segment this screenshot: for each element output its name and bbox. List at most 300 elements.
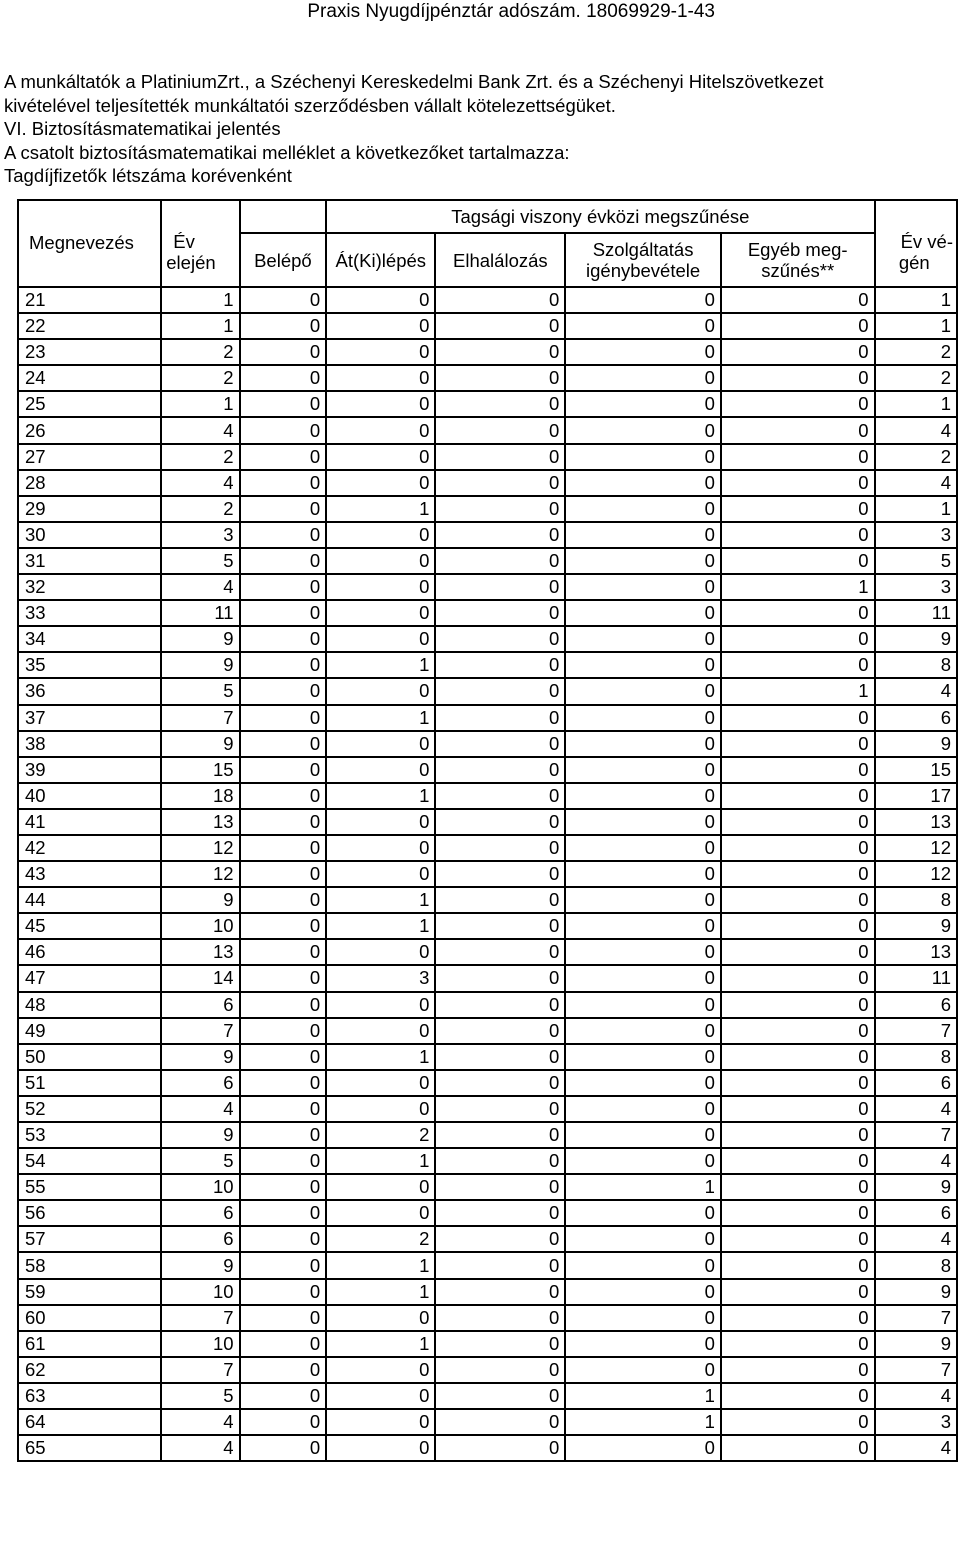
row-value-cell: 4 [875, 470, 958, 496]
row-value-cell: 14 [161, 965, 239, 991]
row-age-cell: 57 [18, 1226, 161, 1252]
table-row [18, 417, 957, 443]
row-value-cell: 0 [435, 783, 565, 809]
row-value-cell: 6 [161, 1070, 239, 1096]
row-value-cell: 10 [161, 913, 239, 939]
row-value-cell: 0 [326, 313, 435, 339]
row-value-cell: 0 [435, 1409, 565, 1435]
row-age-cell: 43 [18, 861, 161, 887]
row-value-cell: 3 [875, 1409, 958, 1435]
row-value-cell: 0 [435, 1122, 565, 1148]
row-age-cell: 37 [18, 705, 161, 731]
row-value-cell: 0 [565, 783, 721, 809]
row-value-cell: 0 [435, 887, 565, 913]
row-value-cell: 0 [721, 652, 875, 678]
table-row [18, 705, 957, 731]
row-value-cell: 0 [326, 809, 435, 835]
row-age-cell: 30 [18, 522, 161, 548]
row-value-cell: 0 [435, 835, 565, 861]
table-row [18, 522, 957, 548]
row-value-cell: 1 [326, 783, 435, 809]
row-value-cell: 0 [565, 391, 721, 417]
row-value-cell: 0 [721, 1435, 875, 1461]
table-row [18, 1331, 957, 1357]
row-value-cell: 4 [161, 417, 239, 443]
row-value-cell: 0 [240, 1357, 327, 1383]
row-age-cell: 64 [18, 1409, 161, 1435]
row-value-cell: 0 [435, 391, 565, 417]
row-value-cell: 1 [161, 287, 239, 313]
row-value-cell: 7 [875, 1018, 958, 1044]
row-value-cell: 0 [565, 939, 721, 965]
row-value-cell: 0 [721, 1383, 875, 1409]
table-row [18, 1096, 957, 1122]
row-value-cell: 0 [240, 1174, 327, 1200]
row-value-cell: 0 [435, 444, 565, 470]
row-value-cell: 15 [875, 757, 958, 783]
table-row [18, 1148, 957, 1174]
table-row [18, 444, 957, 470]
row-value-cell: 0 [435, 522, 565, 548]
row-age-cell: 23 [18, 339, 161, 365]
row-value-cell: 0 [326, 1070, 435, 1096]
row-value-cell: 0 [240, 548, 327, 574]
row-value-cell: 0 [240, 1044, 327, 1070]
row-value-cell: 11 [875, 965, 958, 991]
col-szolgaltatas-line2: igénybevétele [586, 260, 701, 281]
row-value-cell: 9 [161, 887, 239, 913]
row-value-cell: 10 [161, 1279, 239, 1305]
table-row [18, 470, 957, 496]
row-value-cell: 17 [875, 783, 958, 809]
row-value-cell: 0 [326, 626, 435, 652]
row-value-cell: 1 [326, 496, 435, 522]
row-value-cell: 0 [721, 913, 875, 939]
row-value-cell: 0 [565, 1279, 721, 1305]
row-value-cell: 0 [240, 1305, 327, 1331]
row-value-cell: 0 [565, 496, 721, 522]
table-row [18, 783, 957, 809]
page-header: Praxis Nyugdíjpénztár adószám. 18069929-1-43 [307, 1, 715, 22]
row-value-cell: 18 [161, 783, 239, 809]
row-value-cell: 0 [326, 1357, 435, 1383]
col-atkilepes: Át(Ki)lépés [326, 233, 435, 287]
col-ev-elejen-line2: elején [166, 252, 216, 273]
row-value-cell: 1 [326, 913, 435, 939]
row-value-cell: 0 [565, 287, 721, 313]
row-value-cell: 0 [326, 835, 435, 861]
col-egyeb [721, 233, 875, 287]
row-value-cell: 0 [240, 574, 327, 600]
row-value-cell: 0 [435, 600, 565, 626]
row-value-cell: 0 [721, 365, 875, 391]
row-value-cell: 0 [565, 1148, 721, 1174]
row-value-cell: 0 [565, 470, 721, 496]
row-value-cell: 0 [721, 313, 875, 339]
table-row [18, 992, 957, 1018]
row-value-cell: 0 [565, 313, 721, 339]
row-value-cell: 0 [721, 548, 875, 574]
row-value-cell: 0 [326, 1018, 435, 1044]
row-value-cell: 0 [240, 391, 327, 417]
table-row [18, 1044, 957, 1070]
row-value-cell: 5 [161, 1148, 239, 1174]
row-value-cell: 0 [435, 1148, 565, 1174]
row-age-cell: 61 [18, 1331, 161, 1357]
row-age-cell: 58 [18, 1252, 161, 1278]
row-value-cell: 0 [435, 1096, 565, 1122]
row-value-cell: 0 [565, 757, 721, 783]
row-age-cell: 35 [18, 652, 161, 678]
table-row [18, 939, 957, 965]
table-row [18, 287, 957, 313]
table-row [18, 809, 957, 835]
row-value-cell: 0 [326, 861, 435, 887]
table-row [18, 600, 957, 626]
table-row [18, 339, 957, 365]
table-row [18, 1252, 957, 1278]
row-value-cell: 0 [326, 600, 435, 626]
row-value-cell: 0 [435, 1357, 565, 1383]
row-age-cell: 25 [18, 391, 161, 417]
row-value-cell: 1 [565, 1174, 721, 1200]
col-ev-elejen [161, 200, 239, 287]
row-value-cell: 0 [240, 913, 327, 939]
row-value-cell: 0 [240, 939, 327, 965]
row-age-cell: 45 [18, 913, 161, 939]
row-value-cell: 0 [721, 391, 875, 417]
row-value-cell: 7 [161, 1357, 239, 1383]
row-age-cell: 31 [18, 548, 161, 574]
row-value-cell: 0 [721, 287, 875, 313]
row-value-cell: 3 [161, 522, 239, 548]
row-age-cell: 62 [18, 1357, 161, 1383]
row-value-cell: 1 [326, 1331, 435, 1357]
row-value-cell: 0 [565, 913, 721, 939]
row-age-cell: 63 [18, 1383, 161, 1409]
row-value-cell: 0 [240, 809, 327, 835]
row-value-cell: 0 [435, 470, 565, 496]
row-value-cell: 4 [875, 678, 958, 704]
row-value-cell: 1 [161, 391, 239, 417]
row-value-cell: 7 [875, 1305, 958, 1331]
membership-table [17, 199, 958, 1462]
row-value-cell: 9 [875, 1279, 958, 1305]
row-value-cell: 12 [875, 835, 958, 861]
row-value-cell: 0 [240, 496, 327, 522]
table-row [18, 1383, 957, 1409]
header-spacer [240, 200, 327, 233]
row-value-cell: 4 [161, 1096, 239, 1122]
row-value-cell: 0 [240, 1409, 327, 1435]
row-value-cell: 0 [240, 835, 327, 861]
row-value-cell: 9 [875, 731, 958, 757]
row-value-cell: 0 [435, 496, 565, 522]
table-row [18, 1200, 957, 1226]
row-value-cell: 0 [240, 1200, 327, 1226]
row-value-cell: 0 [435, 678, 565, 704]
row-value-cell: 0 [565, 339, 721, 365]
col-ev-elejen-line1: Év [173, 231, 195, 252]
row-value-cell: 0 [435, 313, 565, 339]
col-ev-vegen-line2: gén [898, 252, 930, 273]
row-value-cell: 7 [161, 1018, 239, 1044]
row-value-cell: 0 [565, 992, 721, 1018]
row-value-cell: 0 [326, 417, 435, 443]
row-value-cell: 0 [721, 1148, 875, 1174]
row-value-cell: 6 [875, 1200, 958, 1226]
row-value-cell: 0 [565, 1435, 721, 1461]
row-value-cell: 0 [240, 1070, 327, 1096]
col-megnevezes: Megnevezés [18, 200, 161, 287]
row-value-cell: 0 [326, 1383, 435, 1409]
row-value-cell: 8 [875, 1252, 958, 1278]
table-row [18, 913, 957, 939]
row-value-cell: 0 [721, 339, 875, 365]
row-value-cell: 6 [875, 1070, 958, 1096]
row-value-cell: 0 [435, 287, 565, 313]
row-value-cell: 0 [240, 1279, 327, 1305]
row-value-cell: 0 [721, 1252, 875, 1278]
row-value-cell: 0 [240, 1252, 327, 1278]
row-value-cell: 0 [721, 417, 875, 443]
group-header: Tagsági viszony évközi megszűnése [326, 200, 874, 233]
row-age-cell: 41 [18, 809, 161, 835]
table-row [18, 313, 957, 339]
row-value-cell: 3 [875, 522, 958, 548]
row-value-cell: 9 [875, 1174, 958, 1200]
row-value-cell: 6 [161, 1200, 239, 1226]
row-value-cell: 1 [326, 1279, 435, 1305]
row-value-cell: 0 [565, 365, 721, 391]
row-value-cell: 0 [721, 887, 875, 913]
row-value-cell: 2 [875, 339, 958, 365]
row-value-cell: 0 [326, 678, 435, 704]
row-value-cell: 0 [721, 939, 875, 965]
row-value-cell: 4 [875, 1148, 958, 1174]
row-value-cell: 0 [565, 1252, 721, 1278]
row-value-cell: 13 [161, 939, 239, 965]
row-age-cell: 52 [18, 1096, 161, 1122]
row-value-cell: 0 [565, 809, 721, 835]
row-value-cell: 2 [161, 496, 239, 522]
row-value-cell: 0 [435, 417, 565, 443]
row-value-cell: 0 [721, 1070, 875, 1096]
row-value-cell: 0 [240, 705, 327, 731]
col-belepo: Belépő [240, 233, 327, 287]
row-value-cell: 0 [435, 965, 565, 991]
row-value-cell: 0 [565, 1305, 721, 1331]
row-value-cell: 0 [565, 1226, 721, 1252]
row-value-cell: 1 [326, 1044, 435, 1070]
row-value-cell: 6 [875, 705, 958, 731]
row-value-cell: 11 [875, 600, 958, 626]
row-age-cell: 46 [18, 939, 161, 965]
row-age-cell: 47 [18, 965, 161, 991]
row-value-cell: 0 [240, 444, 327, 470]
row-value-cell: 0 [435, 705, 565, 731]
row-value-cell: 0 [240, 1018, 327, 1044]
row-value-cell: 0 [240, 731, 327, 757]
row-value-cell: 1 [875, 496, 958, 522]
row-value-cell: 5 [161, 678, 239, 704]
row-value-cell: 0 [435, 1200, 565, 1226]
row-age-cell: 28 [18, 470, 161, 496]
row-value-cell: 0 [240, 313, 327, 339]
row-value-cell: 1 [875, 287, 958, 313]
row-value-cell: 0 [326, 1305, 435, 1331]
row-age-cell: 60 [18, 1305, 161, 1331]
row-value-cell: 4 [161, 470, 239, 496]
row-age-cell: 21 [18, 287, 161, 313]
row-value-cell: 0 [240, 522, 327, 548]
row-value-cell: 0 [326, 939, 435, 965]
row-value-cell: 0 [435, 1279, 565, 1305]
row-value-cell: 0 [435, 1226, 565, 1252]
row-value-cell: 0 [326, 391, 435, 417]
row-age-cell: 42 [18, 835, 161, 861]
row-value-cell: 0 [435, 861, 565, 887]
row-value-cell: 0 [326, 444, 435, 470]
intro-line: A munkáltatók a PlatiniumZrt., a Széchenyi Kereskedelmi Bank Zrt. és a Széchenyi Hitelszövetkezet [4, 71, 824, 92]
row-age-cell: 59 [18, 1279, 161, 1305]
row-value-cell: 0 [435, 939, 565, 965]
row-age-cell: 40 [18, 783, 161, 809]
row-age-cell: 44 [18, 887, 161, 913]
row-value-cell: 2 [875, 444, 958, 470]
row-value-cell: 4 [161, 574, 239, 600]
row-value-cell: 7 [875, 1122, 958, 1148]
row-value-cell: 0 [721, 705, 875, 731]
row-value-cell: 0 [435, 1174, 565, 1200]
row-value-cell: 0 [435, 1383, 565, 1409]
row-value-cell: 0 [565, 652, 721, 678]
row-value-cell: 0 [721, 444, 875, 470]
row-value-cell: 0 [565, 1018, 721, 1044]
row-value-cell: 0 [240, 470, 327, 496]
row-value-cell: 2 [875, 365, 958, 391]
row-value-cell: 0 [435, 1070, 565, 1096]
row-value-cell: 0 [721, 757, 875, 783]
intro-text [4, 70, 956, 188]
row-value-cell: 0 [721, 992, 875, 1018]
col-ev-vegen [875, 200, 958, 287]
row-value-cell: 0 [240, 626, 327, 652]
row-value-cell: 0 [240, 757, 327, 783]
row-age-cell: 22 [18, 313, 161, 339]
row-value-cell: 9 [875, 626, 958, 652]
row-value-cell: 0 [240, 678, 327, 704]
row-value-cell: 0 [565, 1331, 721, 1357]
row-value-cell: 1 [565, 1383, 721, 1409]
row-value-cell: 6 [875, 992, 958, 1018]
row-value-cell: 0 [240, 887, 327, 913]
table-row [18, 887, 957, 913]
row-age-cell: 33 [18, 600, 161, 626]
table-row [18, 1357, 957, 1383]
row-value-cell: 0 [240, 339, 327, 365]
row-value-cell: 1 [875, 391, 958, 417]
col-szolgaltatas-line1: Szolgáltatás [592, 239, 694, 260]
row-value-cell: 13 [875, 809, 958, 835]
row-value-cell: 0 [565, 444, 721, 470]
row-age-cell: 39 [18, 757, 161, 783]
row-value-cell: 0 [326, 522, 435, 548]
row-value-cell: 0 [721, 1044, 875, 1070]
row-value-cell: 9 [161, 1044, 239, 1070]
row-value-cell: 6 [161, 1226, 239, 1252]
row-value-cell: 0 [240, 1122, 327, 1148]
row-value-cell: 0 [435, 992, 565, 1018]
row-value-cell: 0 [435, 1018, 565, 1044]
row-value-cell: 0 [240, 287, 327, 313]
row-value-cell: 0 [435, 339, 565, 365]
table-row [18, 1279, 957, 1305]
row-value-cell: 0 [240, 1435, 327, 1461]
col-egyeb-line1: Egyéb meg- [747, 239, 848, 260]
row-value-cell: 0 [326, 470, 435, 496]
col-ev-vegen-line1: Év vé- [900, 231, 953, 252]
row-value-cell: 0 [326, 548, 435, 574]
row-value-cell: 0 [721, 861, 875, 887]
row-value-cell: 0 [435, 548, 565, 574]
row-value-cell: 0 [240, 1331, 327, 1357]
row-value-cell: 4 [875, 1435, 958, 1461]
row-value-cell: 0 [326, 1200, 435, 1226]
row-value-cell: 8 [875, 652, 958, 678]
row-value-cell: 15 [161, 757, 239, 783]
row-value-cell: 0 [565, 574, 721, 600]
row-value-cell: 0 [721, 1200, 875, 1226]
row-value-cell: 2 [161, 365, 239, 391]
row-value-cell: 0 [721, 1331, 875, 1357]
row-value-cell: 0 [565, 522, 721, 548]
row-value-cell: 0 [565, 835, 721, 861]
header-row-1 [18, 200, 957, 233]
row-value-cell: 0 [435, 731, 565, 757]
row-value-cell: 0 [435, 1305, 565, 1331]
row-age-cell: 51 [18, 1070, 161, 1096]
row-age-cell: 53 [18, 1122, 161, 1148]
row-value-cell: 11 [161, 600, 239, 626]
table-row [18, 1305, 957, 1331]
row-value-cell: 4 [875, 1226, 958, 1252]
table-row [18, 365, 957, 391]
row-value-cell: 5 [875, 548, 958, 574]
row-value-cell: 9 [161, 1122, 239, 1148]
row-value-cell: 0 [565, 861, 721, 887]
row-value-cell: 0 [565, 626, 721, 652]
row-value-cell: 0 [721, 1279, 875, 1305]
row-value-cell: 10 [161, 1331, 239, 1357]
row-value-cell: 0 [240, 417, 327, 443]
row-value-cell: 1 [326, 652, 435, 678]
row-value-cell: 10 [161, 1174, 239, 1200]
row-value-cell: 0 [326, 574, 435, 600]
row-value-cell: 0 [565, 548, 721, 574]
row-value-cell: 0 [326, 757, 435, 783]
row-value-cell: 0 [326, 992, 435, 1018]
row-age-cell: 50 [18, 1044, 161, 1070]
col-szolgaltatas [565, 233, 721, 287]
row-value-cell: 0 [721, 600, 875, 626]
row-value-cell: 1 [721, 678, 875, 704]
row-value-cell: 1 [565, 1409, 721, 1435]
row-age-cell: 49 [18, 1018, 161, 1044]
row-value-cell: 0 [721, 1018, 875, 1044]
intro-line: A csatolt biztosításmatematikai melléklet a következőket tartalmazza: [4, 141, 570, 163]
row-value-cell: 0 [240, 1383, 327, 1409]
